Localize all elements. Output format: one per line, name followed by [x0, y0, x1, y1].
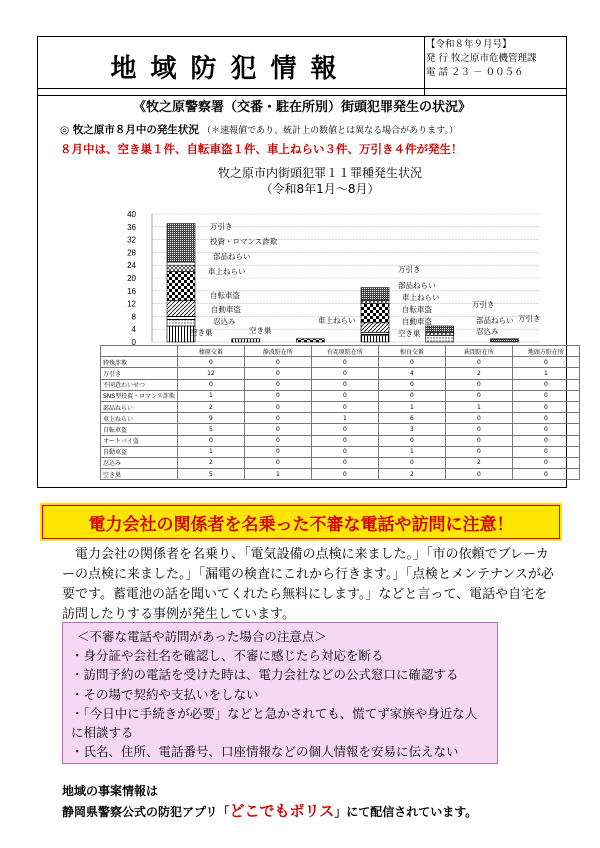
bar-segment	[167, 316, 195, 319]
chart-annotation: 投資・ロマンス詐欺	[210, 237, 278, 246]
table-corner	[101, 346, 178, 357]
table-row	[101, 413, 580, 424]
chart-annotation: 車上ねらい	[318, 316, 356, 325]
y-tick-label: 4	[131, 325, 136, 335]
table-cell: 0	[244, 390, 311, 401]
tip-item: ・その場で契約や支払いをしない	[71, 686, 259, 702]
row-header: 不同意わいせつ	[101, 379, 178, 390]
chart-annotation: 空き巣	[190, 328, 213, 337]
y-tick-label: 16	[127, 286, 136, 296]
table-cell: 0	[177, 435, 244, 446]
table-cell: 0	[311, 390, 378, 401]
column-header: 静波駐在所	[244, 346, 311, 357]
table-row	[101, 457, 580, 468]
bar-segment	[361, 300, 389, 303]
table-cell: 2	[378, 469, 445, 480]
chart-annotation: 万引き	[398, 265, 421, 274]
table-cell: 0	[244, 446, 311, 457]
table-cell: 2	[177, 457, 244, 468]
table-cell: 0	[512, 379, 579, 390]
y-tick-label: 32	[127, 235, 136, 245]
table-cell: 1	[445, 401, 512, 412]
table-cell: 0	[177, 357, 244, 368]
table-row	[101, 435, 580, 446]
y-tick-label: 0	[131, 338, 136, 346]
table-cell: 0	[244, 401, 311, 412]
chart-annotation: 車上ねらい	[402, 293, 440, 302]
table-cell: 1	[177, 390, 244, 401]
table-cell: 0	[512, 435, 579, 446]
table-cell: 0	[512, 469, 579, 480]
status-line	[60, 122, 458, 137]
tip-item: ・訪問予約の電話を受けた時は、電力会社などの公式窓口に確認する	[71, 667, 459, 683]
chart-annotation: 万引き	[472, 300, 495, 309]
table-cell: 0	[311, 446, 378, 457]
table-cell: 12	[177, 368, 244, 379]
table-cell: 0	[311, 435, 378, 446]
table-cell: 2	[445, 368, 512, 379]
table-cell: 0	[445, 390, 512, 401]
section-subtitle: 《牧之原警察署（交番・駐在所別）街頭犯罪発生の状況》	[132, 100, 471, 115]
table-row	[101, 401, 580, 412]
summary-highlight: 空き巣１件、自転車盗１件、車上ねらい３件、万引き４件	[117, 142, 417, 156]
table-cell: 0	[512, 413, 579, 424]
y-tick-label: 28	[127, 248, 136, 258]
row-header: 車上ねらい	[101, 413, 178, 424]
table-cell: 1	[378, 446, 445, 457]
y-tick-label: 40	[127, 210, 136, 219]
table-row	[101, 469, 580, 480]
column-header: 有㐂原駐在所	[311, 346, 378, 357]
column-header: 相良交番	[378, 346, 445, 357]
bar-segment	[361, 336, 389, 342]
y-tick-label: 20	[127, 274, 136, 283]
row-header: オートバイ盗	[101, 435, 178, 446]
table-cell: 0	[445, 379, 512, 390]
table-cell: 0	[311, 368, 378, 379]
bar-segment	[167, 300, 195, 316]
body-text: 電力会社の関係者を名乗り、「電気設備の点検に来ました。」「市の依頼でブレーカーの点検に来ました。」「漏電の検査にこれから行きます。」「点検とメンテナンスが必要です。蓄電池の話を聞いてくれたら無料にします。」などと言って、電話や自宅を訪問したりする事例が発生しています。	[62, 547, 554, 622]
chart-annotation: 万引き	[210, 222, 233, 231]
chart-annotation: 部品ねらい	[398, 281, 436, 290]
row-header: 空き巣	[101, 469, 178, 480]
table-cell: 0	[378, 390, 445, 401]
status-note: （＊速報値であり、統計上の数値とは異なる場合があります。）	[202, 126, 458, 136]
table-cell: 0	[445, 357, 512, 368]
chart-annotation: 自動車盗	[402, 317, 432, 326]
page-title: 地域防犯情報	[37, 36, 425, 96]
row-header: SNS型投資・ロマンス詐欺	[101, 390, 178, 401]
table-cell: 0	[244, 424, 311, 435]
bar-segment	[232, 339, 260, 342]
crime-table	[100, 345, 580, 480]
phone-label: 電 話 ２３ － ００５６	[426, 67, 524, 78]
table-cell: 0	[177, 379, 244, 390]
table-cell: 0	[244, 379, 311, 390]
table-cell: 0	[244, 435, 311, 446]
chart-annotation: 部品ねらい	[213, 252, 251, 261]
table-cell: 2	[177, 401, 244, 412]
bar-segment	[361, 304, 389, 323]
bar-segment	[426, 332, 454, 335]
table-cell: 0	[378, 357, 445, 368]
publisher-label: 発 行 牧之原市危機管理課	[426, 53, 537, 64]
y-tick-label: 12	[127, 299, 136, 309]
table-row	[101, 368, 580, 379]
table-cell: 0	[512, 401, 579, 412]
column-header: 地頭方駐在所	[512, 346, 579, 357]
y-tick-label: 36	[127, 222, 136, 232]
table-cell: 0	[445, 435, 512, 446]
tips-box	[62, 622, 498, 764]
table-cell: 0	[512, 457, 579, 468]
table-cell: 1	[378, 401, 445, 412]
table-cell: 1	[311, 413, 378, 424]
table-cell: 0	[244, 357, 311, 368]
table-cell: 5	[177, 424, 244, 435]
footer-line1: 地域の事案情報は	[62, 784, 159, 798]
table-row	[101, 424, 580, 435]
table-cell: 0	[512, 446, 579, 457]
chart-annotation: 自転車盗	[402, 305, 432, 314]
chart-annotation: 忍込み	[476, 327, 499, 336]
chart-annotation: 万引き	[518, 314, 541, 323]
table-row	[101, 357, 580, 368]
table-cell: 0	[445, 413, 512, 424]
chart-annotation: 忍込み	[213, 317, 236, 326]
chart-subtitle: （令和8年1月～8月）	[260, 182, 380, 196]
app-name: どこでもポリス	[229, 802, 335, 820]
bar-segment	[167, 320, 195, 326]
table-cell: 0	[244, 457, 311, 468]
table-cell: 0	[378, 379, 445, 390]
bar-segment	[490, 339, 518, 342]
table-cell: 0	[311, 357, 378, 368]
status-label: ◎ 牧之原市８月中の発生状況	[60, 124, 199, 136]
tip-item: ・氏名、住所、電話番号、口座情報などの個人情報を安易に伝えない	[71, 744, 459, 760]
table-row	[101, 390, 580, 401]
chart-title: 牧之原市内街頭犯罪１１罪種発生状況	[217, 166, 422, 180]
chart-annotation: 空き巣	[398, 329, 421, 338]
warning-banner: 電力会社の関係者を名乗った不審な電話や訪問に注意！	[42, 505, 560, 539]
y-tick-label: 8	[131, 312, 136, 322]
bar-segment	[426, 326, 454, 332]
table-cell: 0	[512, 390, 579, 401]
table-cell: 0	[311, 424, 378, 435]
row-header: 自転車盗	[101, 424, 178, 435]
table-cell: 0	[378, 457, 445, 468]
table-cell: 1	[244, 469, 311, 480]
table-cell: 1	[512, 368, 579, 379]
footer-prefix: 静岡県警察公式の防犯アプリ「	[62, 805, 230, 819]
table-header-row	[101, 346, 580, 357]
bar-segment	[361, 332, 389, 335]
chart-annotation: 部品ねらい	[476, 316, 514, 325]
chart-annotation: 車上ねらい	[208, 267, 246, 276]
crime-chart	[100, 196, 560, 346]
bar-segment	[167, 265, 195, 271]
row-header: 自動車盗	[101, 446, 178, 457]
table-cell: 0	[244, 368, 311, 379]
table-cell: 0	[512, 424, 579, 435]
bar-segment	[296, 339, 324, 342]
table-cell: 0	[311, 469, 378, 480]
footer-line2	[62, 800, 477, 821]
table-cell: 0	[244, 413, 311, 424]
table-cell: 0	[311, 401, 378, 412]
bar-segment	[361, 323, 389, 333]
table-cell: 0	[378, 435, 445, 446]
column-header: 萩間駐在所	[445, 346, 512, 357]
summary-prefix: ８月中は、	[60, 142, 118, 156]
bar-segment	[167, 272, 195, 301]
bar-segment	[426, 336, 454, 342]
table-cell: 0	[445, 446, 512, 457]
row-header: 部品ねらい	[101, 401, 178, 412]
table-row	[101, 379, 580, 390]
row-header: 特殊詐欺	[101, 357, 178, 368]
table-cell: 0	[512, 357, 579, 368]
bar-segment	[361, 288, 389, 301]
summary-suffix: が発生！	[416, 142, 463, 156]
august-summary	[60, 141, 463, 157]
chart-annotation: 自転車盗	[210, 291, 240, 300]
tip-item: ・身分証や会社名を確認し、不審に感じたら対応を断る	[71, 648, 384, 664]
chart-annotation: 空き巣	[249, 326, 272, 335]
table-cell: 1	[177, 446, 244, 457]
footer-suffix: 」にて配信されています。	[334, 805, 478, 819]
table-cell: 6	[378, 413, 445, 424]
table-cell: 5	[177, 469, 244, 480]
table-cell: 0	[445, 424, 512, 435]
row-header: 忍込み	[101, 457, 178, 468]
table-row	[101, 446, 580, 457]
table-cell: 0	[445, 469, 512, 480]
table-cell: 0	[311, 379, 378, 390]
issue-label: 【令和８年９月号】	[426, 39, 512, 50]
table-cell: 9	[177, 413, 244, 424]
bar-segment	[167, 224, 195, 262]
y-tick-label: 24	[127, 261, 136, 271]
bar-segment	[167, 262, 195, 265]
column-header: 榛原交番	[177, 346, 244, 357]
tip-item: ・「今日中に手続きが必要」などと急かされても、慌てず家族や身近な人に相談する	[71, 705, 478, 741]
table-cell: 4	[378, 368, 445, 379]
table-cell: 0	[311, 457, 378, 468]
chart-annotation: 自動車盗	[211, 305, 241, 314]
table-cell: 3	[378, 424, 445, 435]
table-cell: 2	[445, 457, 512, 468]
issue-info	[426, 38, 566, 80]
tips-heading: ＜不審な電話や訪問があった場合の注意点＞	[77, 629, 327, 644]
row-header: 万引き	[101, 368, 178, 379]
